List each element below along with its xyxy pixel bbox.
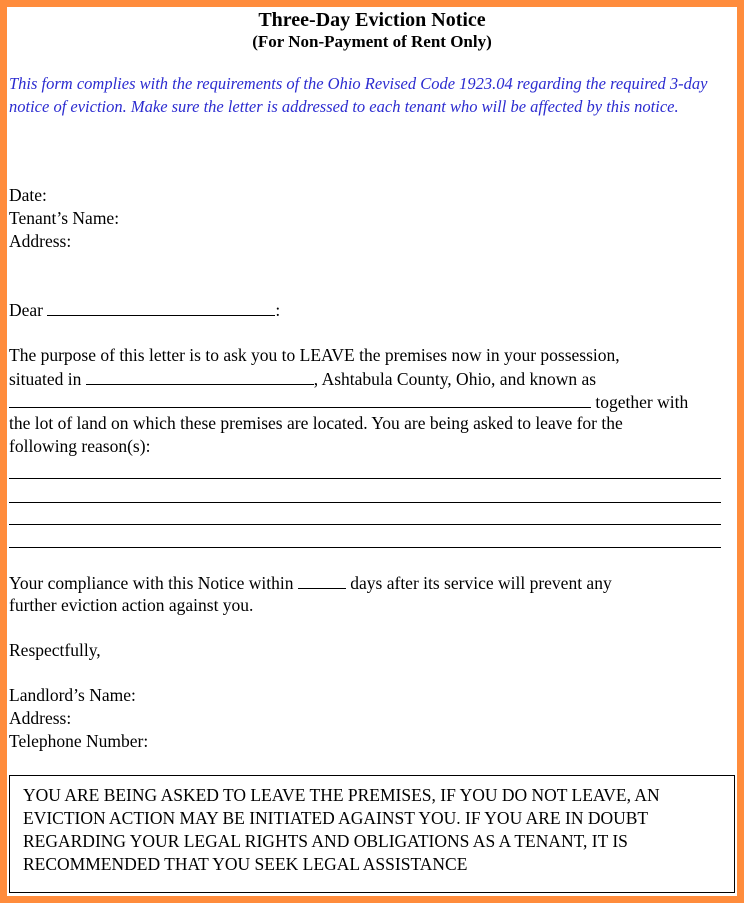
body-line-1: The purpose of this letter is to ask you to LEAVE the premises now in your possession, (9, 345, 620, 365)
reason-line-1[interactable] (9, 478, 721, 479)
salutation-suffix: : (275, 300, 281, 320)
compliance-suffix: days after its service will prevent any (350, 573, 612, 593)
together-with-text: together with (595, 392, 689, 412)
body-line-4: the lot of land on which these premises are located. You are being asked to leave for the (9, 413, 623, 433)
compliance-prefix: Your compliance with this Notice within (9, 573, 294, 593)
reason-line-3[interactable] (9, 524, 721, 525)
tenant-name-label: Tenant’s Name: (9, 208, 120, 228)
days-blank[interactable] (298, 572, 346, 589)
reason-line-2[interactable] (9, 502, 721, 503)
landlord-name-label: Landlord’s Name: (9, 685, 136, 705)
body-line-2 (9, 368, 596, 390)
reason-line-4[interactable] (9, 547, 721, 548)
salutation (9, 299, 280, 321)
situated-in-label: situated in (9, 369, 82, 389)
compliance-line-1 (9, 572, 612, 594)
landlord-phone-label: Telephone Number: (9, 731, 149, 751)
warning-box (9, 775, 735, 893)
premises-known-as-blank[interactable] (9, 391, 591, 408)
notice-subtitle: (For Non-Payment of Rent Only) (252, 32, 492, 51)
body-line-5: following reason(s): (9, 436, 151, 456)
addressee-blank[interactable] (47, 299, 275, 316)
date-label: Date: (9, 185, 47, 205)
compliance-line-2: further eviction action against you. (9, 595, 254, 615)
salutation-prefix: Dear (9, 300, 44, 320)
intro-instructions: This form complies with the requirements of the Ohio Revised Code 1923.04 regarding the required 3-day notice of eviction. Make sure the letter is addressed to each tenant who will be affected by this notice. (9, 74, 708, 116)
warning-text: YOU ARE BEING ASKED TO LEAVE THE PREMISES, IF YOU DO NOT LEAVE, AN EVICTION ACTION MAY BE INITIATED AGAINST YOU. IF YOU ARE IN DOUBT REGARDING YOUR LEGAL RIGHTS AND OBLIGATIONS AS A TENANT, IT IS RECOMMENDED THAT YOU SEEK LEGAL ASSISTANCE (23, 785, 660, 874)
notice-title: Three-Day Eviction Notice (258, 9, 486, 31)
tenant-address-label: Address: (9, 231, 72, 251)
county-text: , Ashtabula County, Ohio, and known as (313, 369, 597, 389)
landlord-address-label: Address: (9, 708, 72, 728)
notice-page (7, 7, 737, 896)
closing: Respectfully, (9, 640, 101, 660)
body-line-3 (9, 391, 688, 413)
premises-location-blank[interactable] (86, 368, 314, 385)
